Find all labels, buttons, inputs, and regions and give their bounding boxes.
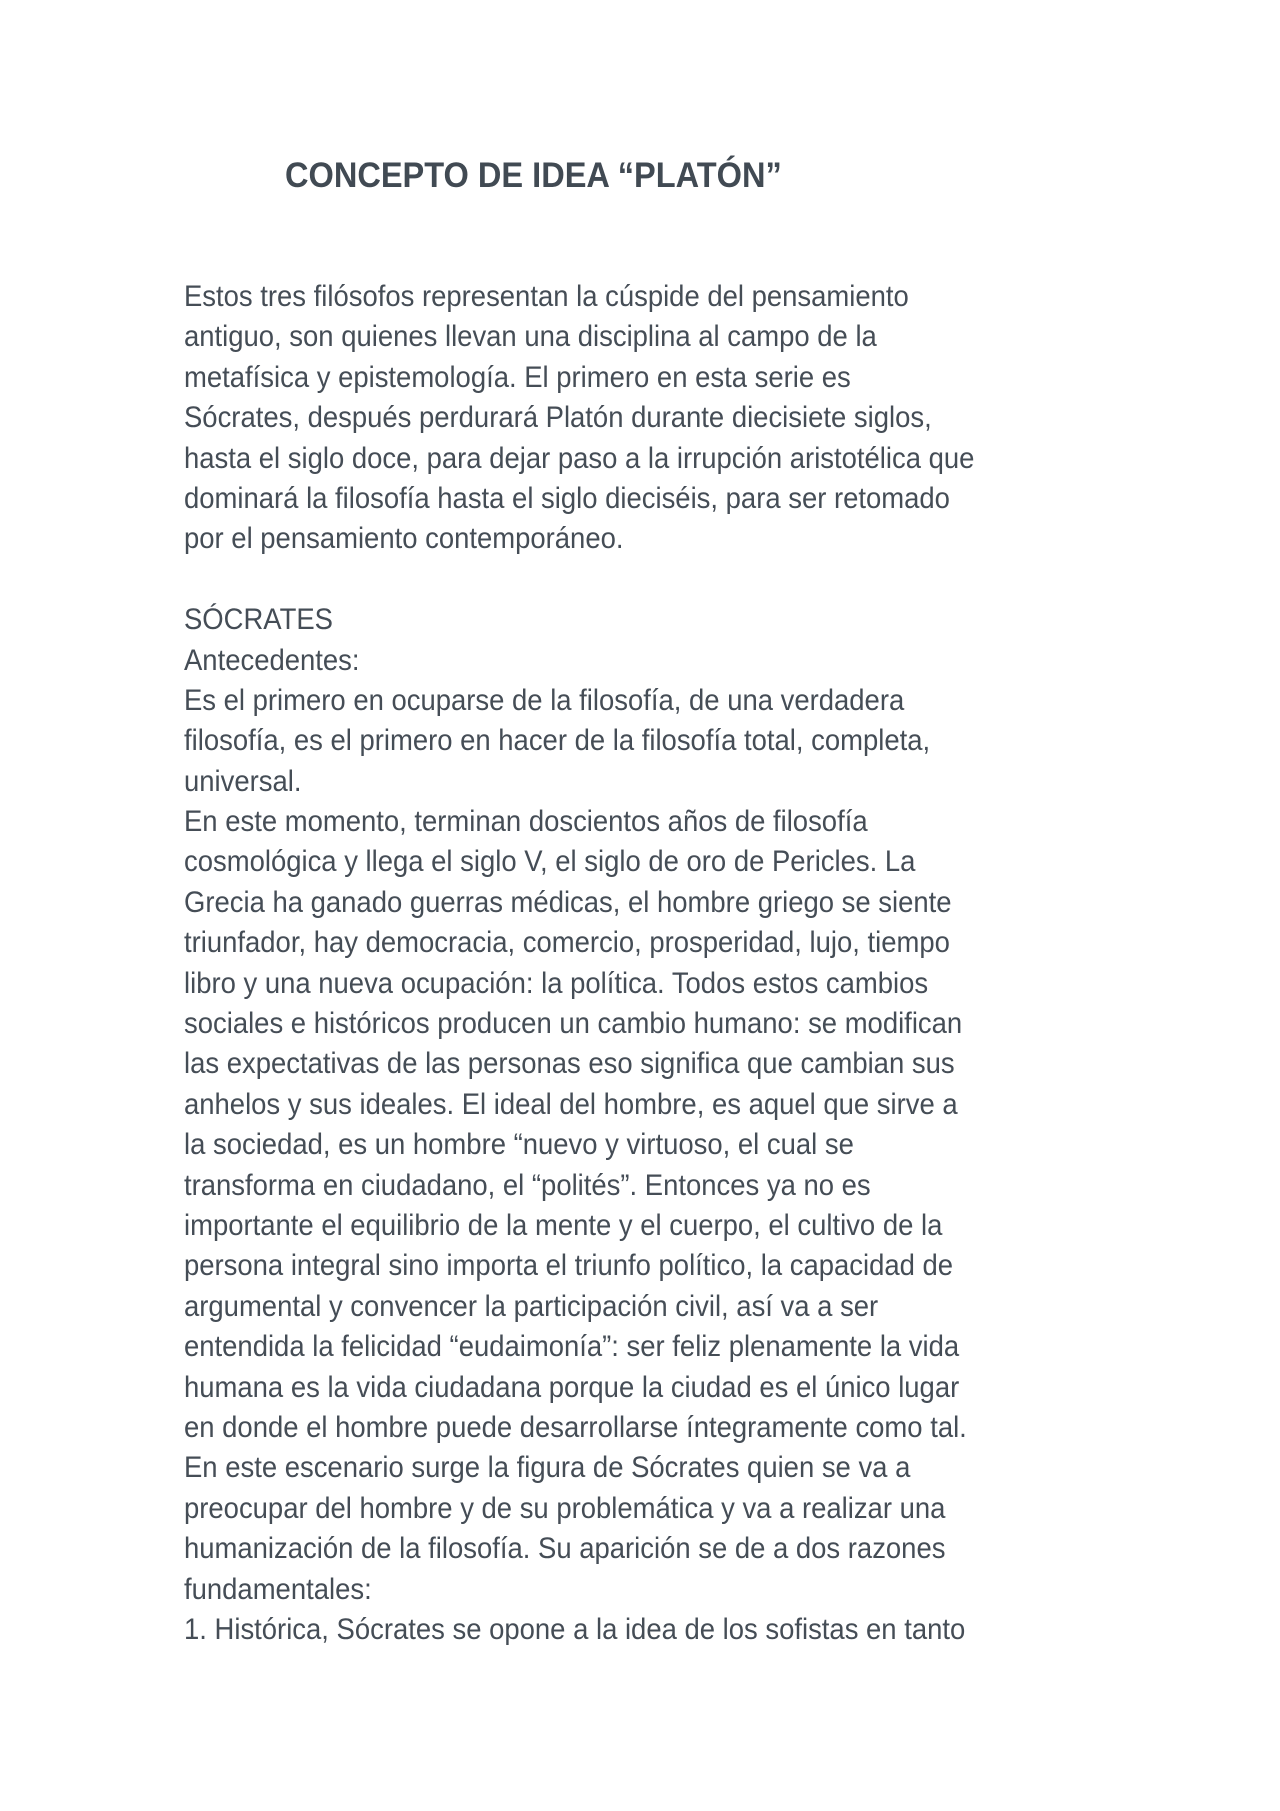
- text-line: antiguo, son quienes llevan una disciplina al campo de la: [184, 320, 877, 354]
- text-line: triunfador, hay democracia, comercio, prosperidad, lujo, tiempo: [184, 926, 950, 960]
- text-line: Antecedentes:: [184, 643, 360, 677]
- text-line: humanización de la filosofía. Su aparición se de a dos razones: [184, 1532, 946, 1566]
- text-line: humana es la vida ciudadana porque la ciudad es el único lugar: [184, 1370, 960, 1404]
- text-line: Estos tres filósofos representan la cúspide del pensamiento: [184, 280, 909, 313]
- blank-line: [184, 560, 974, 600]
- text-line: cosmológica y llega el siglo V, el siglo de oro de Pericles. La: [184, 845, 916, 879]
- text-line: argumental y convencer la participación civil, así va a ser: [184, 1289, 879, 1323]
- text-line: libro y una nueva ocupación: la política. Todos estos cambios: [184, 966, 929, 1000]
- text-line: las expectativas de las personas eso significa que cambian sus: [184, 1047, 955, 1081]
- text-line: por el pensamiento contemporáneo.: [184, 522, 624, 556]
- text-line: la sociedad, es un hombre “nuevo y virtuoso, el cual se: [184, 1128, 854, 1162]
- text-line: filosofía, es el primero en hacer de la filosofía total, completa,: [184, 724, 931, 758]
- text-line: en donde el hombre puede desarrollarse íntegramente como tal.: [184, 1410, 967, 1444]
- text-line: Grecia ha ganado guerras médicas, el hombre griego se siente: [184, 885, 952, 919]
- text-line: dominará la filosofía hasta el siglo dieciséis, para ser retomado: [184, 481, 950, 515]
- text-line: metafísica y epistemología. El primero en esta serie es: [184, 360, 851, 394]
- text-line: Es el primero en ocuparse de la filosofía, de una verdadera: [184, 683, 905, 717]
- text-line: entendida la felicidad “eudaimonía”: ser feliz plenamente la vida: [184, 1330, 960, 1364]
- text-line: universal.: [184, 764, 302, 798]
- text-line: En este escenario surge la figura de Sócrates quien se va a: [184, 1451, 911, 1485]
- text-line: anhelos y sus ideales. El ideal del hombre, es aquel que sirve a: [184, 1087, 958, 1121]
- text-line: sociales e históricos producen un cambio humano: se modifican: [184, 1007, 963, 1041]
- text-line: hasta el siglo doce, para dejar paso a la irrupción aristotélica que: [184, 441, 975, 475]
- text-line: preocupar del hombre y de su problemática y va a realizar una: [184, 1491, 946, 1525]
- text-line: 1. Histórica, Sócrates se opone a la idea de los sofistas en tanto: [184, 1612, 966, 1646]
- text-line: importante el equilibrio de la mente y el cuerpo, el cultivo de la: [184, 1208, 943, 1242]
- document-body: [184, 277, 1048, 1650]
- document-title: CONCEPTO DE IDEA “PLATÓN”: [285, 156, 782, 195]
- section-heading: SÓCRATES: [184, 603, 333, 637]
- text-line: fundamentales:: [184, 1572, 372, 1606]
- text-line: Sócrates, después perdurará Platón durante diecisiete siglos,: [184, 401, 932, 435]
- text-line: En este momento, terminan doscientos años de filosofía: [184, 805, 868, 839]
- text-line: persona integral sino importa el triunfo político, la capacidad de: [184, 1249, 954, 1283]
- text-line: transforma en ciudadano, el “polités”. Entonces ya no es: [184, 1168, 871, 1202]
